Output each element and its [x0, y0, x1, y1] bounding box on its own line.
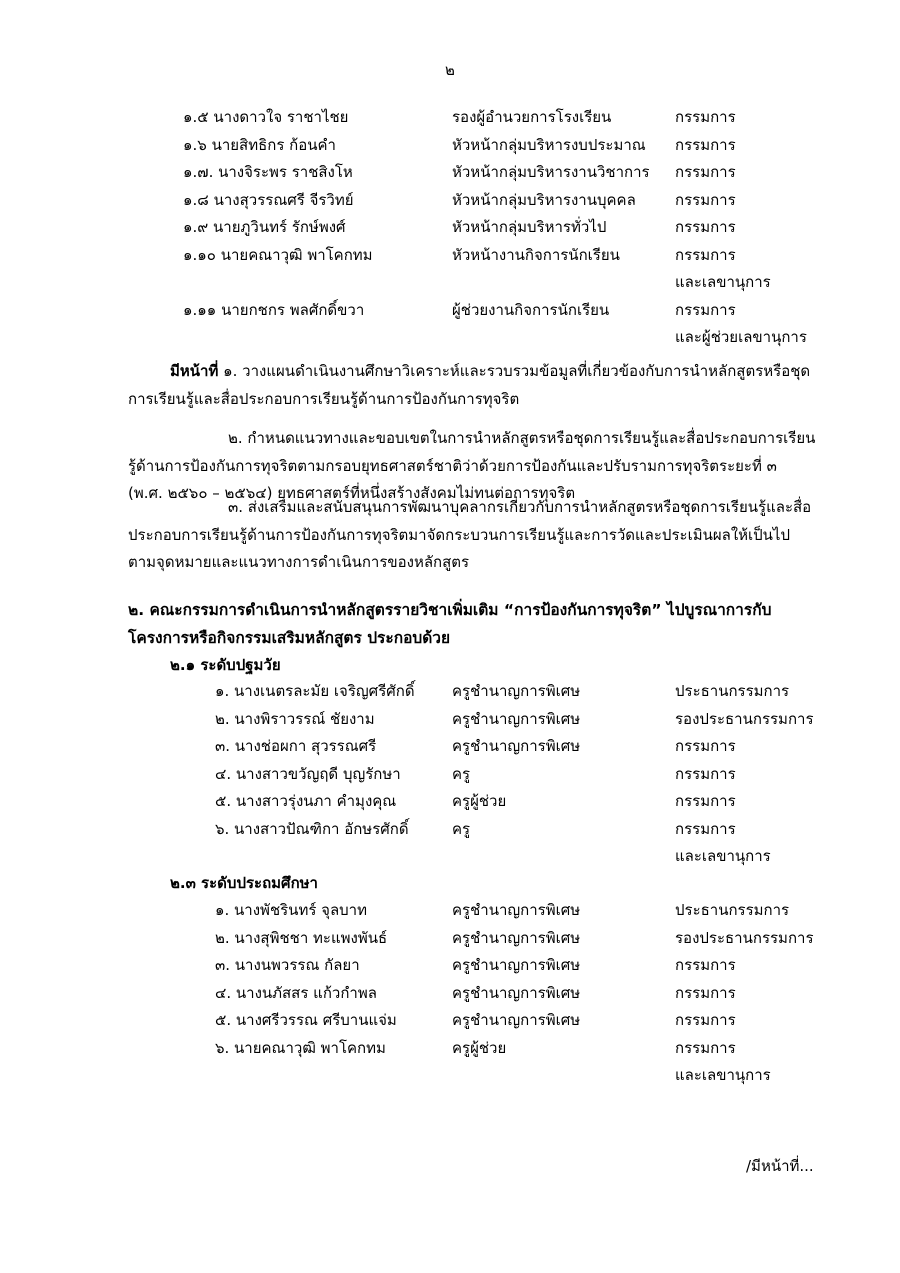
- committee1-member-row: [0, 214, 900, 240]
- member-position: หัวหน้ากลุ่มบริหารทั่วไป: [452, 218, 607, 236]
- member-role-secondary: และเลขานุการ: [675, 273, 771, 291]
- group2-member-row: [0, 952, 900, 978]
- group1-member-row: [0, 761, 900, 787]
- group2-member-row: [0, 925, 900, 951]
- member-name: ๑.๘ นางสุวรรณศรี จีรวิทย์: [183, 190, 354, 209]
- member-role: กรรมการ: [675, 300, 736, 319]
- member-name: ๑.๖ นายสิทธิกร ก้อนคำ: [183, 135, 336, 154]
- member-position: ครูชำนาญการพิเศษ: [452, 983, 581, 1002]
- member-role: กรรมการ: [675, 764, 736, 783]
- member-position: ครูชำนาญการพิเศษ: [452, 1011, 581, 1029]
- member-name: ๖. นายคณาวุฒิ พาโคกทม: [215, 1038, 386, 1057]
- member-name: ๒. นางพิราวรรณ์ ชัยงาม: [215, 709, 375, 728]
- member-name: ๑.๑๑ นายกชกร พลศักดิ์ขวา: [183, 300, 365, 319]
- member-name: ๖. นางสาวปัณฑิกา อักษรศักดิ์: [215, 819, 409, 838]
- member-position: ครูชำนาญการพิเศษ: [452, 901, 581, 919]
- member-role: กรรมการ: [675, 108, 736, 126]
- committee1-member-row: [0, 297, 900, 323]
- member-name: ๔. นางนภัสสร แก้วกำพล: [215, 983, 377, 1002]
- member-position: ครู: [452, 819, 471, 838]
- member-position: หัวหน้ากลุ่มบริหารงานบุคคล: [452, 190, 636, 209]
- member-role: กรรมการ: [675, 190, 736, 209]
- committee1-member-row: [0, 159, 900, 185]
- group1-member-row: [0, 816, 900, 842]
- member-role: กรรมการ: [675, 792, 736, 810]
- committee1-member-row-continued: [0, 269, 900, 295]
- member-role: กรรมการ: [675, 983, 736, 1002]
- group2-member-row: [0, 980, 900, 1006]
- member-role-secondary: และเลขานุการ: [675, 847, 771, 865]
- continuation-note: /มีหน้าที่...: [746, 1157, 814, 1175]
- group1-member-row: [0, 706, 900, 732]
- committee1-member-row: [0, 104, 900, 130]
- member-name: ๑.๗. นางจิระพร ราชสิงโห: [183, 163, 353, 181]
- group1-member-row: [0, 788, 900, 814]
- member-name: ๒. นางสุพิชชา ทะแพงพันธ์: [215, 928, 388, 947]
- duty-text-1: ๑. วางแผนดำเนินงานศึกษาวิเคราะห์และรวบรวมข้อมูลที่เกี่ยวข้องกับการนำหลักสูตรหรือชุดการเรียนรู้และสื่อประกอบการเรียนรู้ด้านการป้องกันการทุจริต: [128, 362, 811, 408]
- member-position: ครูชำนาญการพิเศษ: [452, 737, 581, 755]
- duty-item-3: ๓. ส่งเสริมและสนับสนุนการพัฒนาบุคลากรเกี่ยวกับการนำหลักสูตรหรือชุดการเรียนรู้และสื่อประกอบการเรียนรู้ด้านการป้องกันการทุจริตมาจัดกระบวนการเรียนรู้และการวัดและประเมินผลให้เป็นไปตามจุดหมายและแนวทางการดำเนินการของหลักสูตร: [128, 498, 812, 571]
- duty-item-1: [128, 358, 816, 413]
- member-role-secondary: และเลขานุการ: [675, 1066, 771, 1084]
- group1-member-row: [0, 733, 900, 759]
- group2-title: ๒.๓ ระดับประถมศึกษา: [170, 874, 318, 892]
- member-role: ประธานกรรมการ: [675, 901, 790, 919]
- group1-title: ๒.๑ ระดับปฐมวัย: [170, 656, 281, 674]
- member-role: กรรมการ: [675, 819, 736, 838]
- member-role: กรรมการ: [675, 218, 736, 236]
- member-position: หัวหน้ากลุ่มบริหารงบประมาณ: [452, 135, 646, 154]
- member-role: กรรมการ: [675, 956, 736, 974]
- member-name: ๔. นางสาวขวัญฤดี บุญรักษา: [215, 764, 401, 783]
- group2-member-row: [0, 1035, 900, 1061]
- member-name: ๓. นางนพวรรณ กัลยา: [215, 956, 360, 974]
- page-number: ๒: [445, 61, 455, 79]
- member-position: ครู: [452, 764, 471, 783]
- member-name: ๑.๙ นายภูวินทร์ รักษ์พงศ์: [183, 218, 346, 236]
- member-role-secondary: และผู้ช่วยเลขานุการ: [675, 328, 807, 346]
- member-position: รองผู้อำนวยการโรงเรียน: [452, 108, 612, 126]
- member-name: ๑.๑๐ นายคณาวุฒิ พาโคกทม: [183, 245, 373, 264]
- member-name: ๓. นางช่อผกา สุวรรณศรี: [215, 737, 377, 755]
- member-role: กรรมการ: [675, 163, 736, 181]
- member-role: รองประธานกรรมการ: [675, 928, 814, 947]
- committee1-member-row-continued: [0, 324, 900, 350]
- member-position: ครูชำนาญการพิเศษ: [452, 682, 581, 700]
- member-name: ๑. นางพัชรินทร์ จุลบาท: [215, 901, 367, 919]
- committee1-member-row: [0, 242, 900, 268]
- member-name: ๕. นางสาวรุ่งนภา คำมุงคุณ: [215, 792, 397, 810]
- member-name: ๕. นางศรีวรรณ ศรีบานแจ่ม: [215, 1011, 397, 1029]
- member-position: ครูผู้ช่วย: [452, 792, 507, 810]
- member-position: ครูชำนาญการพิเศษ: [452, 928, 581, 947]
- member-name: ๑.๕ นางดาวใจ ราชาไชย: [183, 108, 349, 126]
- member-position: หัวหน้างานกิจการนักเรียน: [452, 245, 620, 264]
- member-name: ๑. นางเนตรละมัย เจริญศรีศักดิ์: [215, 682, 415, 700]
- committee1-member-row: [0, 132, 900, 158]
- member-role: กรรมการ: [675, 245, 736, 264]
- member-role: กรรมการ: [675, 1011, 736, 1029]
- member-position: ครูผู้ช่วย: [452, 1038, 507, 1057]
- committee1-member-row: [0, 187, 900, 213]
- duty-item-2: ๒. กำหนดแนวทางและขอบเขตในการนำหลักสูตรหรือชุดการเรียนรู้และสื่อประกอบการเรียนรู้ด้านการป้องกันการทุจริตตามกรอบยุทธศาสตร์ชาติว่าด้วยการป้องกันและปรับรามการทุจริตระยะที่ ๓ (พ.ศ. ๒๕๖๐ – ๒๕๖๔) ยุทธศาสตร์ที่หนึ่งสร้างสังคมไม่ทนต่อการทุจริต: [128, 429, 816, 502]
- group1-member-row: [0, 678, 900, 704]
- member-role: กรรมการ: [675, 1038, 736, 1057]
- section2-title: ๒. คณะกรรมการดำเนินการนำหลักสูตรรายวิชาเพิ่มเติม “การป้องกันการทุจริต” ไปบูรณาการกับโครงการหรือกิจกรรมเสริมหลักสูตร ประกอบด้วย: [128, 601, 772, 647]
- group2-member-row: [0, 1007, 900, 1033]
- member-role: รองประธานกรรมการ: [675, 709, 814, 728]
- member-role: ประธานกรรมการ: [675, 682, 790, 700]
- group1-member-row-continued: [0, 843, 900, 869]
- group2-member-row-continued: [0, 1062, 900, 1088]
- member-role: กรรมการ: [675, 135, 736, 154]
- member-position: ครูชำนาญการพิเศษ: [452, 956, 581, 974]
- member-position: ครูชำนาญการพิเศษ: [452, 709, 581, 728]
- member-role: กรรมการ: [675, 737, 736, 755]
- duty-label: มีหน้าที่: [170, 362, 219, 380]
- member-position: ผู้ช่วยงานกิจการนักเรียน: [452, 300, 610, 319]
- member-position: หัวหน้ากลุ่มบริหารงานวิชาการ: [452, 163, 650, 181]
- group2-member-row: [0, 897, 900, 923]
